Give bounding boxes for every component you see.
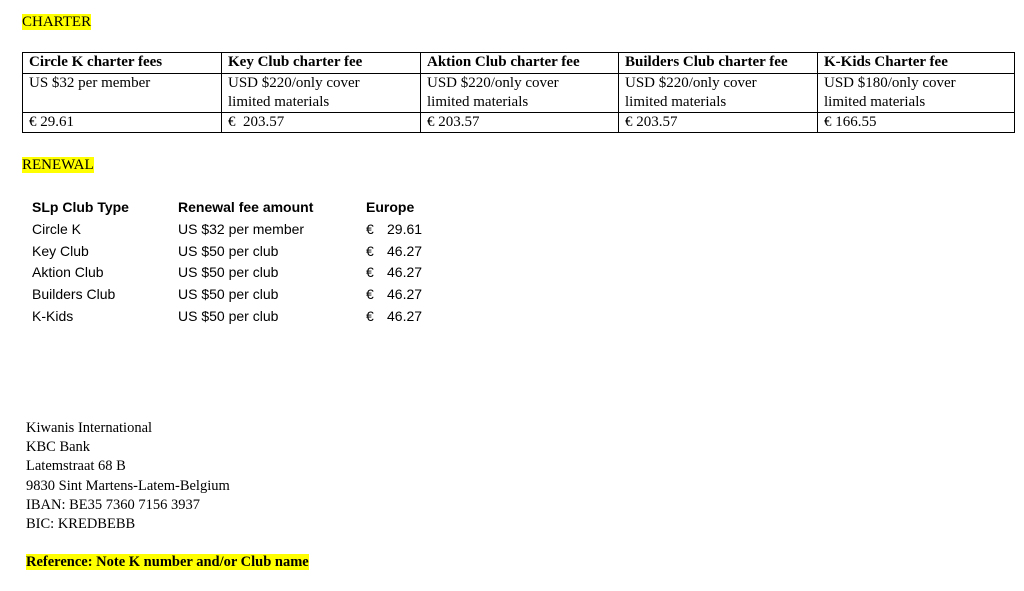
renewal-fee-amount: US $50 per club xyxy=(178,242,279,259)
renewal-header-europe: Europe xyxy=(366,199,415,215)
charter-header-k-kids: K-Kids Charter fee xyxy=(818,53,1015,74)
charter-heading xyxy=(22,12,91,32)
charter-header-key-club: Key Club charter fee xyxy=(222,53,421,74)
renewal-fee-amount: US $50 per club xyxy=(178,307,279,324)
charter-fee-aktion-club xyxy=(421,74,619,113)
charter-fee-line: USD $220/only cover xyxy=(625,75,757,91)
renewal-row xyxy=(28,306,426,328)
renewal-fee-amount: US $50 per club xyxy=(178,286,279,303)
charter-fee-line: USD $220/only cover xyxy=(228,75,360,91)
charter-euro-builders-club: € 203.57 xyxy=(619,113,818,133)
charter-fee-line: USD $180/only cover xyxy=(824,75,956,91)
charter-fee-line: limited materials xyxy=(824,94,926,110)
renewal-europe-value: 46.27 xyxy=(387,242,423,259)
charter-fee-line: US $32 per member xyxy=(29,75,151,91)
renewal-row xyxy=(28,284,426,306)
payment-reference-text: Reference: Note K number and/or Club name xyxy=(26,554,309,570)
charter-fee-line: USD $220/only cover xyxy=(427,75,559,91)
charter-euro-k-kids: € 166.55 xyxy=(818,113,1015,133)
bank-bic: BIC: KREDBEBB xyxy=(26,516,136,533)
charter-header-row xyxy=(23,53,1015,74)
renewal-europe-value: 46.27 xyxy=(387,264,423,281)
renewal-fee-amount: US $32 per member xyxy=(178,220,305,237)
charter-header-builders-club: Builders Club charter fee xyxy=(619,53,818,74)
charter-euro-key-club: € 203.57 xyxy=(222,113,421,133)
charter-fee-k-kids xyxy=(818,74,1015,113)
payment-reference xyxy=(26,553,309,572)
euro-symbol: € xyxy=(366,264,374,281)
renewal-europe-value: 46.27 xyxy=(387,286,423,303)
renewal-fee-amount: US $50 per club xyxy=(178,264,279,281)
renewal-club-type: Builders Club xyxy=(32,286,116,303)
renewal-europe xyxy=(362,241,426,263)
renewal-header-row xyxy=(28,197,426,219)
charter-fee-key-club xyxy=(222,74,421,113)
renewal-row xyxy=(28,219,426,241)
charter-header-circle-k: Circle K charter fees xyxy=(23,53,222,74)
bank-organization: Kiwanis International xyxy=(26,420,153,436)
renewal-europe xyxy=(362,306,426,328)
charter-fee-builders-club xyxy=(619,74,818,113)
renewal-header-club-type: SLp Club Type xyxy=(32,199,129,215)
charter-fee-line: limited materials xyxy=(427,94,529,110)
charter-euro-circle-k: € 29.61 xyxy=(23,113,222,133)
renewal-row xyxy=(28,241,426,263)
renewal-europe-value: 29.61 xyxy=(387,220,423,237)
bank-address-block xyxy=(26,419,230,534)
charter-fee-line: limited materials xyxy=(625,94,727,110)
euro-symbol: € xyxy=(366,286,374,303)
renewal-fees-table xyxy=(28,197,426,328)
euro-symbol: € xyxy=(366,307,374,324)
bank-name: KBC Bank xyxy=(26,439,91,456)
charter-fee-row xyxy=(23,74,1015,113)
charter-euro-row xyxy=(23,113,1015,133)
bank-iban: IBAN: BE35 7360 7156 3937 xyxy=(26,496,200,513)
charter-euro-aktion-club: € 203.57 xyxy=(421,113,619,133)
renewal-club-type: Circle K xyxy=(32,220,82,237)
renewal-club-type: Key Club xyxy=(32,242,89,259)
renewal-europe xyxy=(362,262,426,284)
bank-street: Latemstraat 68 B xyxy=(26,458,126,475)
bank-city: 9830 Sint Martens-Latem-Belgium xyxy=(26,477,230,494)
renewal-heading-text: RENEWAL xyxy=(22,157,94,173)
renewal-row xyxy=(28,262,426,284)
euro-symbol: € xyxy=(366,220,374,237)
renewal-heading xyxy=(22,155,94,175)
renewal-club-type: Aktion Club xyxy=(32,264,104,281)
renewal-europe xyxy=(362,284,426,306)
charter-header-aktion-club: Aktion Club charter fee xyxy=(421,53,619,74)
charter-heading-text: CHARTER xyxy=(22,14,92,30)
renewal-europe-value: 46.27 xyxy=(387,307,423,324)
euro-symbol: € xyxy=(366,242,374,259)
renewal-header-fee-amount: Renewal fee amount xyxy=(178,199,314,215)
charter-fees-table xyxy=(22,52,1015,133)
renewal-club-type: K-Kids xyxy=(32,307,74,324)
renewal-europe xyxy=(362,219,426,241)
charter-fee-line: limited materials xyxy=(228,94,330,110)
charter-fee-circle-k xyxy=(23,74,222,113)
